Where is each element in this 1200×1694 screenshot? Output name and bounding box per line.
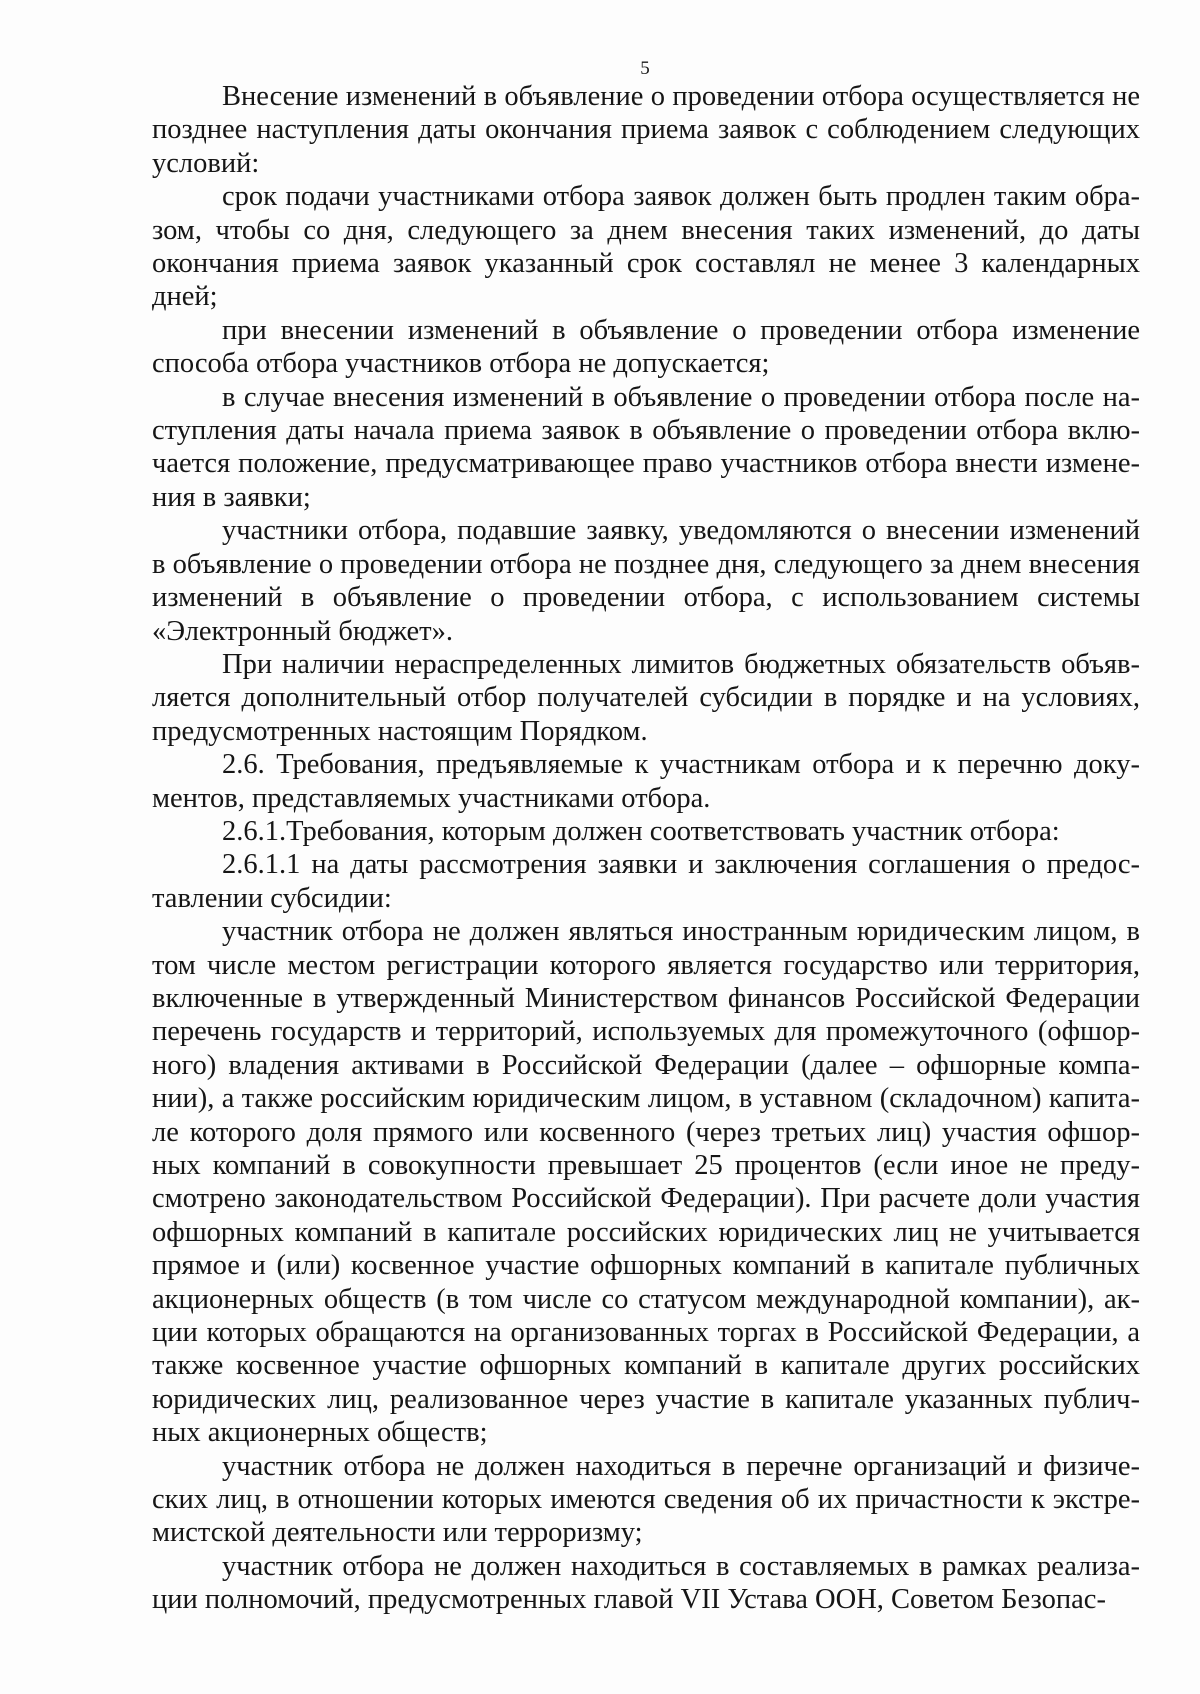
paragraph: участники отбора, подавшие заявку, уведомляются о внесении изменений в объявление о проведении отбора не позднее дня, следующего за днем внесения изменений в объявление о проведении отбора, с использованием системы «Электронный бюджет». (152, 515, 1140, 647)
page-number: 5 (640, 58, 650, 79)
paragraph: 2.6. Требования, предъявляемые к участникам отбора и к перечню документов, представляемых участниками отбора. (152, 749, 1140, 814)
paragraph: 2.6.1.1 на даты рассмотрения заявки и заключения соглашения о предоставлении субсидии: (152, 849, 1140, 914)
paragraph: участник отбора не должен находиться в перечне организаций и физических лиц, в отношении которых имеются сведения об их причастности к экстремистской деятельности или терроризму; (152, 1450, 1140, 1549)
document-body (152, 80, 1140, 1617)
paragraph: участник отбора не должен являться иностранным юридическим лицом, в том числе местом регистрации которого является государство или территория, включенные в утвержденный Министерством финансов Российской Федерации перечень государств и территорий, используемых для промежуточного (офшорного) владения активами в Российской Федерации (далее – офшорные компании), а также российским юридическим лицом, в уставном (складочном) капитале которого доля прямого или косвенного (через третьих лиц) участия офшорных компаний в совокупности превышает 25 процентов (если иное не предусмотрено законодательством Российской Федерации). При расчете доли участия офшорных компаний в капитале российских юридических лиц не учитывается прямое и (или) косвенное участие офшорных компаний в капитале публичных акционерных обществ (в том числе со статусом международной компании), акции которых обращаются на организованных торгах в Российской Федерации, а также косвенное участие офшорных компаний в капитале других российских юридических лиц, реализованное через участие в капитале указанных публичных акционерных обществ; (152, 916, 1140, 1449)
paragraph: Внесение изменений в объявление о проведении отбора осуществляется не позднее наступления даты окончания приема заявок с соблюдением следующих условий: (152, 81, 1140, 179)
paragraph: При наличии нераспределенных лимитов бюджетных обязательств объявляется дополнительный отбор получателей субсидии в порядке и на условиях, предусмотренных настоящим Порядком. (152, 648, 1140, 747)
paragraph: срок подачи участниками отбора заявок должен быть продлен таким образом, чтобы со дня, следующего за днем внесения таких изменений, до даты окончания приема заявок указанный срок составлял не менее 3 календарных дней; (152, 181, 1140, 313)
paragraph: в случае внесения изменений в объявление о проведении отбора после наступления даты начала приема заявок в объявление о проведении отбора включается положение, предусматривающее право участников отбора внести изменения в заявки; (152, 381, 1140, 513)
paragraph: 2.6.1.Требования, которым должен соответствовать участник отбора: (222, 815, 1060, 847)
paragraph: участник отбора не должен находиться в составляемых в рамках реализации полномочий, предусмотренных главой VII Устава ООН, Советом Безопас- (152, 1550, 1140, 1616)
paragraph: при внесении изменений в объявление о проведении отбора изменение способа отбора участников отбора не допускается; (152, 314, 1140, 380)
